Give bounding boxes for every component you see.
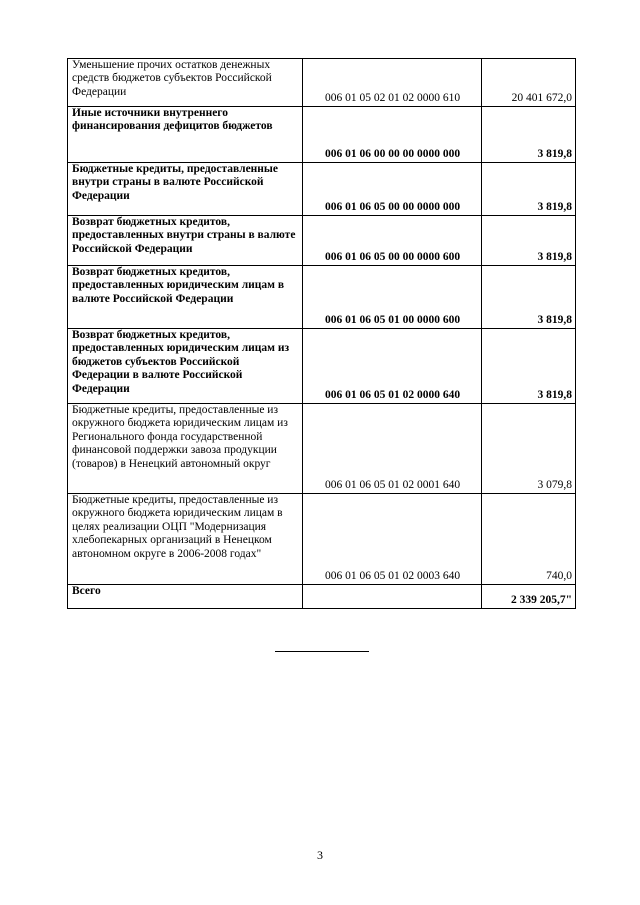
row-sum-cell: 3 819,8 <box>482 216 576 266</box>
financing-sources-table <box>67 58 576 609</box>
table-row <box>68 404 576 494</box>
row-code-cell: 006 01 06 05 01 02 0003 640 <box>303 494 482 585</box>
table-row <box>68 585 576 609</box>
table-body <box>68 59 576 609</box>
row-name-cell: Возврат бюджетных кредитов, предоставленных юридическим лицам в валюте Российской Федерации <box>68 266 303 329</box>
row-name-cell: Бюджетные кредиты, предоставленные внутри страны в валюте Российской Федерации <box>68 163 303 216</box>
table-row <box>68 163 576 216</box>
row-code-cell: 006 01 06 05 01 00 0000 600 <box>303 266 482 329</box>
table-row <box>68 107 576 163</box>
row-name-cell: Бюджетные кредиты, предоставленные из окружного бюджета юридическим лицам в целях реализации ОЦП "Модернизация хлебопекарных организаций в Ненецком автономном округе в 2006-2008 годах" <box>68 494 303 585</box>
row-sum-cell: 3 819,8 <box>482 329 576 404</box>
table-row <box>68 216 576 266</box>
row-name-cell: Уменьшение прочих остатков денежных средств бюджетов субъектов Российской Федерации <box>68 59 303 107</box>
row-sum-cell: 3 819,8 <box>482 107 576 163</box>
table-row <box>68 494 576 585</box>
separator-line <box>275 651 369 652</box>
row-code-cell: 006 01 06 05 01 02 0000 640 <box>303 329 482 404</box>
row-sum-cell: 3 079,8 <box>482 404 576 494</box>
row-code-cell: 006 01 06 05 00 00 0000 600 <box>303 216 482 266</box>
row-sum-cell: 2 339 205,7" <box>482 585 576 609</box>
row-name-cell: Бюджетные кредиты, предоставленные из окружного бюджета юридическим лицам из Регионального фонда государственной финансовой поддержки завоза продукции (товаров) в Ненецкий автономный округ <box>68 404 303 494</box>
page-number: 3 <box>317 848 323 862</box>
row-sum-cell: 3 819,8 <box>482 163 576 216</box>
table-row <box>68 59 576 107</box>
table-row <box>68 329 576 404</box>
row-code-cell: 006 01 06 00 00 00 0000 000 <box>303 107 482 163</box>
row-name-cell: Иные источники внутреннего финансирования дефицитов бюджетов <box>68 107 303 163</box>
row-code-cell: 006 01 06 05 00 00 0000 000 <box>303 163 482 216</box>
row-code-cell <box>303 585 482 609</box>
row-name-cell: Возврат бюджетных кредитов, предоставленных внутри страны в валюте Российской Федерации <box>68 216 303 266</box>
row-sum-cell: 3 819,8 <box>482 266 576 329</box>
row-name-cell: Всего <box>68 585 303 609</box>
row-code-cell: 006 01 05 02 01 02 0000 610 <box>303 59 482 107</box>
row-sum-cell: 20 401 672,0 <box>482 59 576 107</box>
row-code-cell: 006 01 06 05 01 02 0001 640 <box>303 404 482 494</box>
row-name-cell: Возврат бюджетных кредитов, предоставленных юридическим лицам из бюджетов субъектов Российской Федерации в валюте Российской Федерации <box>68 329 303 404</box>
table-row <box>68 266 576 329</box>
row-sum-cell: 740,0 <box>482 494 576 585</box>
